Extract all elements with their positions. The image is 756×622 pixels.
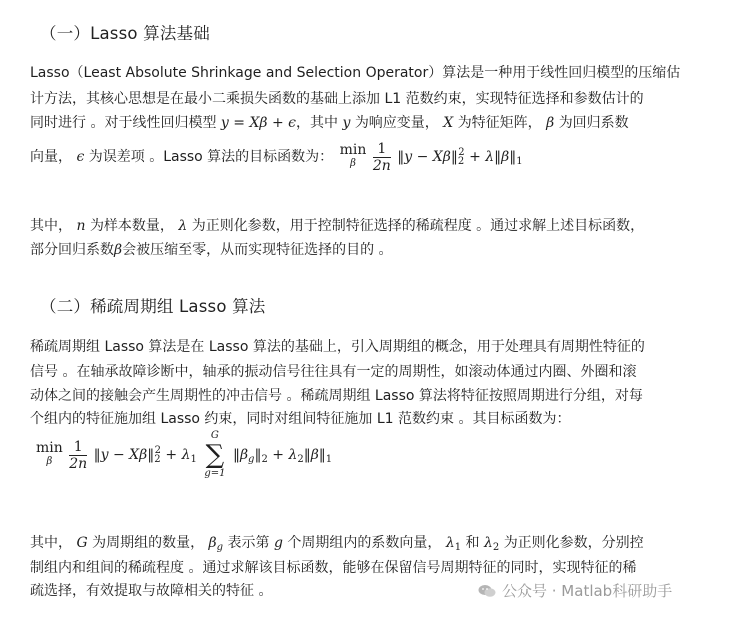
s1-p1-line4: 向量， ϵ 为误差项 。Lasso 算法的目标函数为： min β $\frac{1}{2n}$ ‖y − $X\beta‖_2^2$ + $\lambda‖\beta‖_1$ — [30, 140, 523, 174]
wechat-icon — [478, 584, 496, 598]
s1-p1-line3: 同时进行 。对于线性回归模型 y = Xβ + ϵ，其中 y 为响应变量， X 为特征矩阵， β 为回归系数 — [30, 115, 629, 131]
watermark — [478, 580, 672, 601]
s2-p2-line1: 其中， G 为周期组的数量， $\beta_g$ 表示第 g 个周期组内的系数向量， $\lambda_1$ 和 $\lambda_2$ 为正则化参数，分别控 — [30, 535, 644, 553]
sparse-group-objective: min β $\frac{1}{2n}$ ‖y − $X\beta‖_2^2 + \lambda_1$ G ∑ g=1 $‖\beta_g‖_2$ + $\lambda_2‖\beta‖_1$ — [36, 430, 333, 479]
model-formula: y = Xβ + ϵ — [220, 115, 296, 131]
s2-p1-line2: 信号 。在轴承故障诊断中，轴承的振动信号往往具有一定的周期性，如滚动体通过内圈、外圈和滚 — [30, 364, 637, 380]
s1-p1-line2: 计方法，其核心思想是在最小二乘损失函数的基础上添加 L1 范数约束，实现特征选择和参数估计的 — [30, 91, 644, 107]
section-1-title: （一）Lasso 算法基础 — [40, 24, 210, 43]
s1-p1-line1: Lasso（Least Absolute Shrinkage and Selection Operator）算法是一种用于线性回归模型的压缩估 — [30, 65, 681, 81]
watermark-text: 公众号 · Matlab科研助手 — [502, 582, 673, 600]
lasso-objective: min β $\frac{1}{2n}$ ‖y − $X\beta‖_2^2$ + $\lambda‖\beta‖_1$ — [339, 140, 523, 174]
s2-p2-line3: 疏选择，有效提取与故障相关的特征 。 — [30, 583, 273, 599]
s2-p1-line1: 稀疏周期组 Lasso 算法是在 Lasso 算法的基础上，引入周期组的概念，用于处理具有周期性特征的 — [30, 339, 645, 355]
s2-p1-line3: 动体之间的接触会产生周期性的冲击信号 。稀疏周期组 Lasso 算法将特征按照周期进行分组，对每 — [30, 388, 643, 404]
s2-p2-line2: 制组内和组间的稀疏程度 。通过求解该目标函数，能够在保留信号周期特征的同时，实现特征的稀 — [30, 560, 637, 576]
s1-p2-line2: 部分回归系数β会被压缩至零，从而实现特征选择的目的 。 — [30, 242, 393, 258]
s2-p1-line4: 个组内的特征施加组 Lasso 约束，同时对组间特征施加 L1 范数约束 。其目标函数为： — [30, 411, 571, 427]
section-2-title: （二）稀疏周期组 Lasso 算法 — [40, 297, 266, 316]
s1-p2-line1: 其中， n 为样本数量， λ 为正则化参数，用于控制特征选择的稀疏程度 。通过求解上述目标函数， — [30, 218, 645, 234]
